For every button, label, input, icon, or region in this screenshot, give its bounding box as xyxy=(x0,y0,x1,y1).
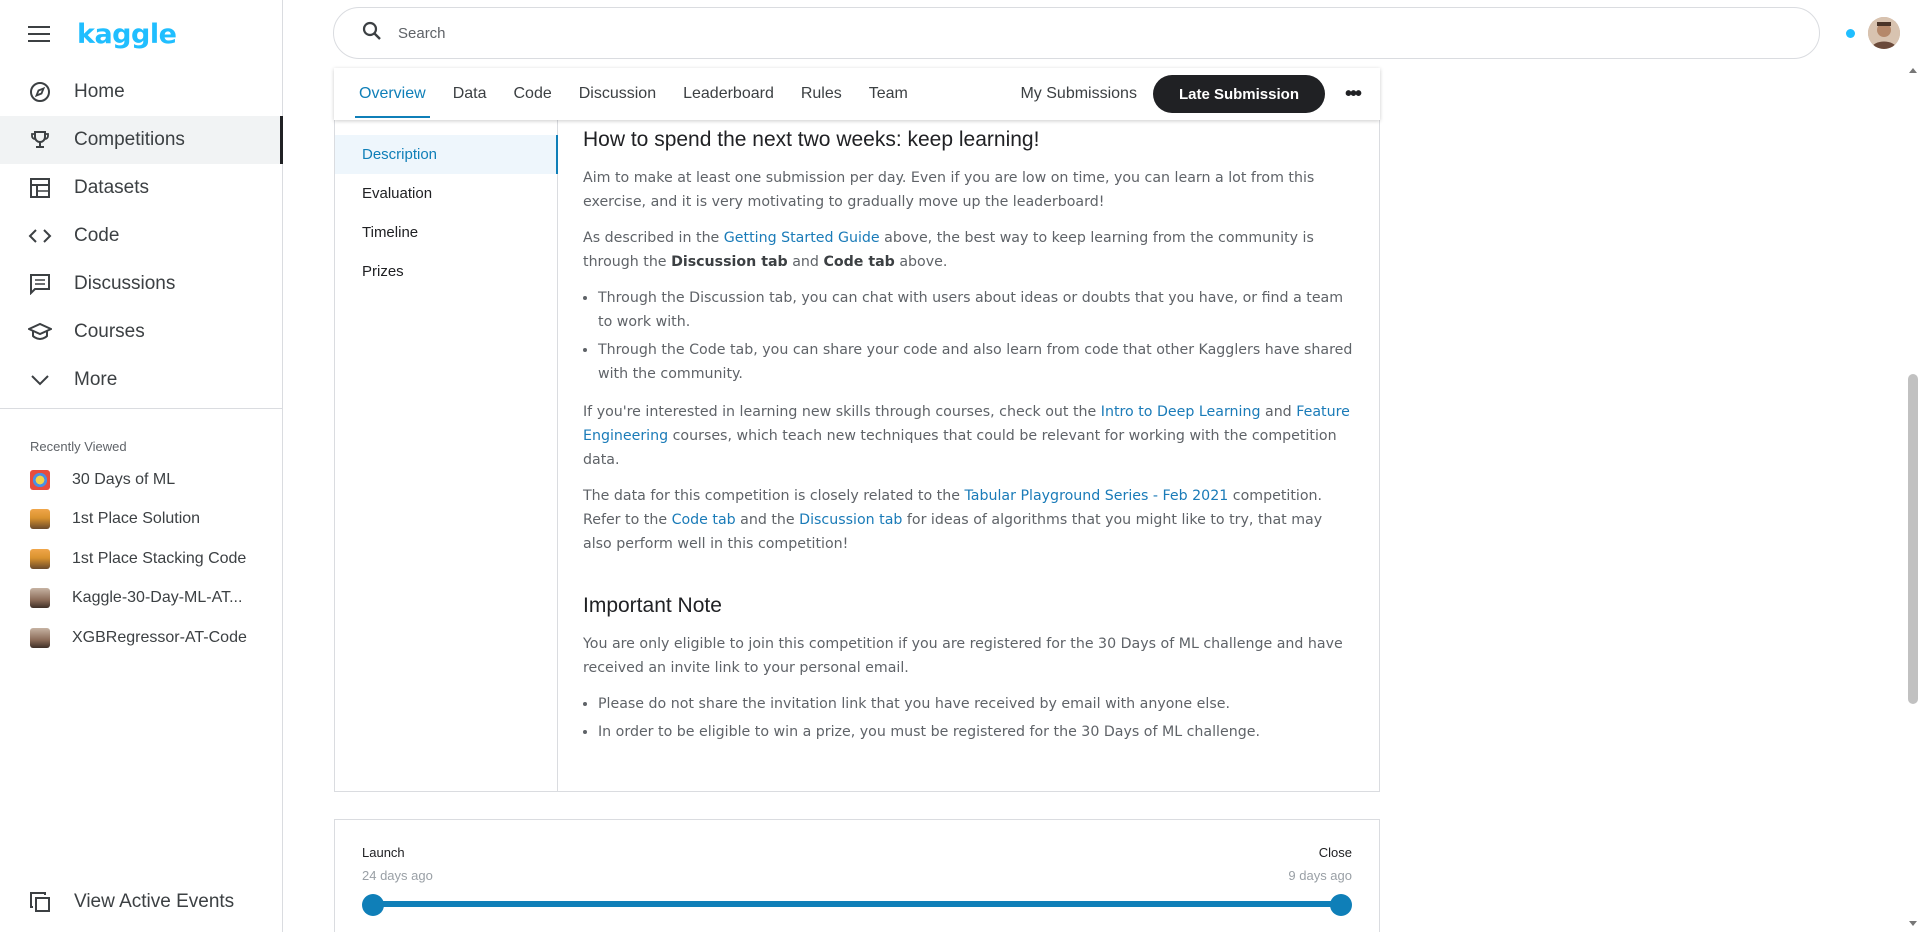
search-icon xyxy=(362,21,382,46)
hamburger-menu-icon[interactable] xyxy=(26,21,52,47)
page-scrollbar[interactable] xyxy=(1905,60,1920,932)
feature-engineering-link[interactable]: Feature Engineering xyxy=(583,404,1350,444)
tab-rules[interactable]: Rules xyxy=(800,85,842,102)
timeline-end-marker xyxy=(1330,894,1352,916)
timeline-close xyxy=(1288,845,1352,883)
recent-item-label: 30 Days of ML xyxy=(72,470,176,488)
kaggle-logo[interactable]: kaggle xyxy=(77,18,177,50)
sidebar-item-label: Discussions xyxy=(74,273,176,294)
subnav-prizes[interactable]: Prizes xyxy=(362,263,404,280)
getting-started-guide-link[interactable]: Getting Started Guide xyxy=(723,230,880,246)
sidebar-item-competitions[interactable] xyxy=(0,116,282,164)
list-item: • Through the Code tab, you can share your code and also learn from code that other Kagglers have shared with the community. xyxy=(598,338,1353,386)
stacked-squares-icon xyxy=(28,890,52,914)
sidebar-item-more[interactable] xyxy=(0,356,282,404)
bullet-list xyxy=(598,286,1353,386)
timeline-labels xyxy=(362,845,1352,883)
list-item: • In order to be eligible to win a prize, you must be registered for the 30 Days of ML challenge. xyxy=(598,720,1353,744)
sidebar-item-discussions[interactable] xyxy=(0,260,282,308)
overview-subnav xyxy=(335,110,558,792)
subnav-evaluation[interactable]: Evaluation xyxy=(362,185,433,202)
table-icon xyxy=(28,176,52,200)
compass-icon xyxy=(28,80,52,104)
recent-item[interactable] xyxy=(0,460,282,500)
search-input[interactable] xyxy=(398,25,1698,42)
tab-discussion[interactable]: Discussion xyxy=(578,85,657,102)
paragraph: Aim to make at least one submission per day. Even if you are low on time, you can learn a lot from this exercise, and it is very motivating to gradually move up the leaderboard! xyxy=(583,170,1315,210)
timeline-bar xyxy=(362,900,1352,908)
recent-item[interactable] xyxy=(0,618,282,658)
section-heading: How to spend the next two weeks: keep learning! xyxy=(583,128,1040,151)
list-item: • Please do not share the invitation link that you have received by email with anyone else. xyxy=(598,692,1353,716)
scrollbar-thumb[interactable] xyxy=(1908,374,1918,704)
view-active-events-label: View Active Events xyxy=(74,891,235,912)
my-submissions-link[interactable]: My Submissions xyxy=(1020,85,1137,102)
recent-item-label: 1st Place Stacking Code xyxy=(72,549,247,567)
sidebar-item-label: More xyxy=(74,369,118,390)
sidebar-item-label: Code xyxy=(74,225,120,246)
bold-text: Code tab xyxy=(823,254,895,270)
sidebar-item-courses[interactable] xyxy=(0,308,282,356)
chevron-down-icon xyxy=(28,368,52,392)
recent-item[interactable] xyxy=(0,500,282,540)
recent-item-label: Kaggle-30-Day-ML-AT... xyxy=(72,589,243,607)
code-tab-link[interactable]: Code tab xyxy=(671,512,736,528)
tab-overview[interactable]: Overview xyxy=(359,68,426,120)
recent-thumbnail xyxy=(30,628,50,648)
view-active-events-button[interactable] xyxy=(0,882,234,922)
subnav-timeline[interactable]: Timeline xyxy=(362,224,419,241)
scroll-up-arrow-icon[interactable] xyxy=(1909,68,1917,73)
recent-thumbnail xyxy=(30,549,50,569)
timeline-start-marker xyxy=(362,894,384,916)
tab-data[interactable]: Data xyxy=(452,85,487,102)
paragraph: The data for this competition is closely related to the Tabular Playground Series - Feb 2021 competition. Refer to the Code tab and the Discussion tab for ideas of algorithms that you might like to try, that may also perform well in this competition! xyxy=(583,488,1323,552)
description-article xyxy=(583,128,1353,758)
sidebar-item-datasets[interactable] xyxy=(0,164,282,212)
recent-thumbnail xyxy=(30,588,50,608)
discussion-tab-link[interactable]: Discussion tab xyxy=(799,512,903,528)
sidebar xyxy=(0,0,283,932)
avatar[interactable] xyxy=(1868,17,1900,49)
overview-content-card xyxy=(334,110,1380,792)
close-time: 9 days ago xyxy=(1288,868,1352,883)
more-options-icon[interactable]: ••• xyxy=(1344,82,1360,105)
late-submission-button[interactable]: Late Submission xyxy=(1153,75,1325,113)
paragraph: As described in the Getting Started Guide above, the best way to keep learning from the community is through the Discussion tab and Code tab above. xyxy=(583,230,1314,270)
recently-viewed-heading: Recently Viewed xyxy=(30,439,127,454)
scroll-down-arrow-icon[interactable] xyxy=(1909,921,1917,926)
tab-code[interactable]: Code xyxy=(513,85,552,102)
bold-text: Discussion tab xyxy=(671,254,788,270)
section-heading: Important Note xyxy=(583,594,722,617)
competition-tabs xyxy=(334,68,1380,120)
recent-item[interactable] xyxy=(0,579,282,619)
tabs-actions xyxy=(1020,75,1380,113)
notification-dot[interactable] xyxy=(1846,29,1855,38)
timeline-line xyxy=(372,901,1342,907)
launch-time: 24 days ago xyxy=(362,868,433,883)
sidebar-item-label: Competitions xyxy=(74,129,185,150)
search-bar[interactable] xyxy=(333,7,1820,59)
paragraph: You are only eligible to join this competition if you are registered for the 30 Days of ML challenge and have received an invite link to your personal email. xyxy=(583,636,1343,676)
sidebar-item-label: Courses xyxy=(74,321,145,342)
launch-label: Launch xyxy=(362,845,405,860)
sidebar-item-label: Home xyxy=(74,81,125,102)
paragraph: If you're interested in learning new skills through courses, check out the Intro to Deep Learning and Feature Engineering courses, which teach new techniques that could be relevant for working with the competition data. xyxy=(583,404,1350,468)
tabular-playground-link[interactable]: Tabular Playground Series - Feb 2021 xyxy=(964,488,1229,504)
timeline-launch xyxy=(362,845,433,883)
intro-deep-learning-link[interactable]: Intro to Deep Learning xyxy=(1100,404,1261,420)
sidebar-item-code[interactable] xyxy=(0,212,282,260)
sidebar-header xyxy=(0,0,282,68)
trophy-icon xyxy=(28,128,52,152)
close-label: Close xyxy=(1318,845,1352,860)
code-icon xyxy=(28,224,52,248)
recent-item-label: XGBRegressor-AT-Code xyxy=(72,628,247,646)
tab-team[interactable]: Team xyxy=(868,85,908,102)
recent-thumbnail xyxy=(30,470,50,490)
recent-item-label: 1st Place Solution xyxy=(72,510,201,528)
recent-item[interactable] xyxy=(0,539,282,579)
list-item: • Through the Discussion tab, you can chat with users about ideas or doubts that you have, or find a team to work with. xyxy=(598,286,1353,334)
comment-icon xyxy=(28,272,52,296)
recent-thumbnail xyxy=(30,509,50,529)
subnav-description[interactable]: Description xyxy=(335,135,557,174)
bullet-list xyxy=(598,692,1353,744)
timeline-card xyxy=(334,819,1380,932)
sidebar-item-home[interactable] xyxy=(0,68,282,116)
tab-leaderboard[interactable]: Leaderboard xyxy=(683,85,774,102)
sidebar-item-label: Datasets xyxy=(74,177,149,198)
school-icon xyxy=(28,320,52,344)
